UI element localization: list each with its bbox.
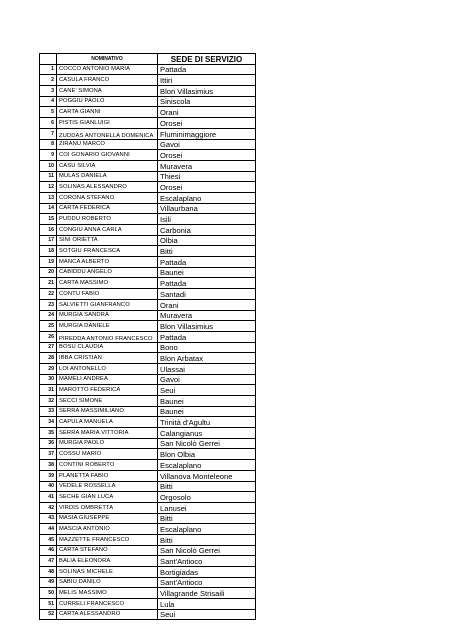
row-name: MANCA ALBERTO <box>57 257 158 268</box>
row-name: CONTU FABIO <box>57 289 158 300</box>
row-number: 41 <box>40 492 57 503</box>
row-name: CAPULA MANUELA <box>57 417 158 428</box>
row-name: COI GONARIO GIOVANNI <box>57 150 158 161</box>
table-row <box>40 588 256 599</box>
table-row <box>40 556 256 567</box>
row-number: 47 <box>40 556 57 567</box>
row-sede: Villanova Monteleone <box>158 470 256 481</box>
row-sede: Seui <box>158 385 256 396</box>
row-name: MURGIA PAOLO <box>57 438 158 449</box>
row-name: MULAS DANIELA <box>57 171 158 182</box>
row-sede: Olbia <box>158 235 256 246</box>
row-number: 1 <box>40 64 57 75</box>
personnel-table <box>39 53 256 620</box>
row-sede: Orosei <box>158 118 256 129</box>
table-row <box>40 609 256 620</box>
row-number: 9 <box>40 150 57 161</box>
table-row <box>40 214 256 225</box>
table-row <box>40 267 256 278</box>
row-number: 34 <box>40 417 57 428</box>
row-name: BOSU CLAUDIA <box>57 342 158 353</box>
table-row <box>40 128 256 139</box>
table-row <box>40 374 256 385</box>
row-sede: Orani <box>158 299 256 310</box>
row-sede: Orgosolo <box>158 492 256 503</box>
row-name: BALIA ELEONORA <box>57 556 158 567</box>
row-number: 5 <box>40 107 57 118</box>
table-row <box>40 599 256 610</box>
table-row <box>40 502 256 513</box>
row-name: ZIRANU MARCO <box>57 139 158 150</box>
row-sede: Lanusei <box>158 502 256 513</box>
table-row <box>40 150 256 161</box>
row-number: 3 <box>40 86 57 97</box>
table-row <box>40 192 256 203</box>
row-number: 32 <box>40 396 57 407</box>
row-sede: Orosei <box>158 150 256 161</box>
row-number: 31 <box>40 385 57 396</box>
table-row <box>40 513 256 524</box>
row-sede: San Nicolò Gerrei <box>158 545 256 556</box>
row-name: SECCI SIMONE <box>57 396 158 407</box>
table-row <box>40 428 256 439</box>
table-row <box>40 545 256 556</box>
row-name: VIRDIS OMBRETTA <box>57 502 158 513</box>
table-row <box>40 139 256 150</box>
row-sede: Isili <box>158 214 256 225</box>
table-row <box>40 353 256 364</box>
row-sede: Escalaplano <box>158 460 256 471</box>
table-row <box>40 481 256 492</box>
table-row <box>40 289 256 300</box>
row-sede: Bitti <box>158 534 256 545</box>
row-sede: Villaurbana <box>158 203 256 214</box>
row-sede: Pattada <box>158 64 256 75</box>
row-number: 6 <box>40 118 57 129</box>
table-row <box>40 160 256 171</box>
row-sede: Pattada <box>158 331 256 342</box>
row-sede: Gavoi <box>158 139 256 150</box>
row-sede: Villagrande Strisaili <box>158 588 256 599</box>
row-number: 46 <box>40 545 57 556</box>
row-name: CASULA FRANCO <box>57 75 158 86</box>
table-row <box>40 460 256 471</box>
table-row <box>40 385 256 396</box>
row-number: 33 <box>40 406 57 417</box>
row-name: CASU SILVIA <box>57 160 158 171</box>
row-number: 42 <box>40 502 57 513</box>
row-number: 35 <box>40 428 57 439</box>
row-name: CABIDDU ANGELO <box>57 267 158 278</box>
table-row <box>40 417 256 428</box>
row-sede: Siniscola <box>158 96 256 107</box>
row-number: 7 <box>40 128 57 139</box>
row-number: 24 <box>40 310 57 321</box>
row-sede: Bitti <box>158 513 256 524</box>
row-name: MELIS MASSIMO <box>57 588 158 599</box>
row-name-text: ZUDDAS ANTONELLA DOMENICA <box>59 132 154 139</box>
table-row <box>40 278 256 289</box>
table-row <box>40 96 256 107</box>
row-sede: Seui <box>158 609 256 620</box>
row-name: CORONA STEFANO <box>57 192 158 203</box>
row-number: 52 <box>40 609 57 620</box>
row-name: CARTA ALESSANDRO <box>57 609 158 620</box>
table-row <box>40 449 256 460</box>
table-row <box>40 342 256 353</box>
row-sede: Ulassai <box>158 363 256 374</box>
table-row <box>40 75 256 86</box>
table-header-row <box>40 54 256 65</box>
row-name: VEDELE ROSSELLA <box>57 481 158 492</box>
table-row <box>40 577 256 588</box>
row-name: PISTIS GIANLUIGI <box>57 118 158 129</box>
row-number: 38 <box>40 460 57 471</box>
row-name: SALVIETTI GIANFRANCO <box>57 299 158 310</box>
row-name: MURGIA SANDRA <box>57 310 158 321</box>
table-row <box>40 203 256 214</box>
table-row <box>40 567 256 578</box>
table-row <box>40 310 256 321</box>
row-number: 4 <box>40 96 57 107</box>
row-name: PLANETTA FABIO <box>57 470 158 481</box>
table-row <box>40 299 256 310</box>
row-sede: Santadi <box>158 289 256 300</box>
row-number: 51 <box>40 599 57 610</box>
table-row <box>40 107 256 118</box>
row-number: 19 <box>40 257 57 268</box>
header-sede: SEDE DI SERVIZIO <box>158 54 256 65</box>
row-name: MAZZETTE FRANCESCO <box>57 534 158 545</box>
row-number: 30 <box>40 374 57 385</box>
row-sede: Carbonia <box>158 225 256 236</box>
row-number: 12 <box>40 182 57 193</box>
row-number: 29 <box>40 363 57 374</box>
row-sede: Muravera <box>158 310 256 321</box>
row-number: 49 <box>40 577 57 588</box>
row-name: SOLINAS MICHELE <box>57 567 158 578</box>
table-row <box>40 331 256 342</box>
row-number: 48 <box>40 567 57 578</box>
row-sede: Escalaplano <box>158 192 256 203</box>
row-name <box>57 331 158 342</box>
row-number: 13 <box>40 192 57 203</box>
row-name: PUDDU ROBERTO <box>57 214 158 225</box>
row-number: 45 <box>40 534 57 545</box>
row-sede: Bortigiadas <box>158 567 256 578</box>
row-number: 21 <box>40 278 57 289</box>
row-number: 43 <box>40 513 57 524</box>
row-number: 25 <box>40 321 57 332</box>
row-name: SABIU DANILO <box>57 577 158 588</box>
row-name: SERRA MASSIMILIANO <box>57 406 158 417</box>
row-number: 8 <box>40 139 57 150</box>
row-sede: Pattada <box>158 257 256 268</box>
row-sede: Orosei <box>158 182 256 193</box>
row-name: SECHE GIAN LUCA <box>57 492 158 503</box>
row-number: 23 <box>40 299 57 310</box>
table-row <box>40 86 256 97</box>
row-name: POGGIU PAOLO <box>57 96 158 107</box>
table-row <box>40 321 256 332</box>
table-row <box>40 64 256 75</box>
row-sede: Escalaplano <box>158 524 256 535</box>
row-sede: Blon Olbia <box>158 449 256 460</box>
row-number: 28 <box>40 353 57 364</box>
row-name: MASIA GIUSEPPE <box>57 513 158 524</box>
row-sede: Sant'Antioco <box>158 556 256 567</box>
row-name: COCCO ANTONIO MARIA <box>57 64 158 75</box>
row-number: 11 <box>40 171 57 182</box>
table-row <box>40 225 256 236</box>
row-name: CARTA FEDERICA <box>57 203 158 214</box>
row-name: CANE' SIMONA <box>57 86 158 97</box>
row-name: MURGIA DANIELE <box>57 321 158 332</box>
table-row <box>40 246 256 257</box>
row-name: MAROTTO FEDERICA <box>57 385 158 396</box>
row-sede: San Nicolò Gerrei <box>158 438 256 449</box>
row-number: 39 <box>40 470 57 481</box>
row-number: 10 <box>40 160 57 171</box>
row-sede: Sant'Antioco <box>158 577 256 588</box>
table-row <box>40 470 256 481</box>
row-sede: Baunei <box>158 396 256 407</box>
row-name: SOLINAS ALESSANDRO <box>57 182 158 193</box>
table-body <box>40 64 256 620</box>
row-sede: Lula <box>158 599 256 610</box>
row-name: SERRA MARIA VITTORIA <box>57 428 158 439</box>
row-number: 40 <box>40 481 57 492</box>
row-name: IBBA CRISTIAN <box>57 353 158 364</box>
row-name: CARTA GIANNI <box>57 107 158 118</box>
row-sede: Blon Villasimius <box>158 86 256 97</box>
row-number: 16 <box>40 225 57 236</box>
row-name: SINI ORIETTA <box>57 235 158 246</box>
row-number: 17 <box>40 235 57 246</box>
row-name: LOI ANTONELLO <box>57 363 158 374</box>
row-name: CURRELI FRANCESCO <box>57 599 158 610</box>
row-sede: Blon Arbatax <box>158 353 256 364</box>
table-row <box>40 406 256 417</box>
table-row <box>40 534 256 545</box>
row-sede: Blon Villasimius <box>158 321 256 332</box>
row-name: CARTA MASSIMO <box>57 278 158 289</box>
row-name: COSSU MARIO <box>57 449 158 460</box>
row-number: 50 <box>40 588 57 599</box>
row-name: CARTA STEFANO <box>57 545 158 556</box>
row-sede: Baunei <box>158 267 256 278</box>
table-row <box>40 182 256 193</box>
row-number: 44 <box>40 524 57 535</box>
row-number: 2 <box>40 75 57 86</box>
header-number <box>40 54 57 65</box>
header-nominativo: NOMINATIVO <box>57 54 158 65</box>
row-sede: Gavoi <box>158 374 256 385</box>
row-sede: Baunei <box>158 406 256 417</box>
row-sede: Calangianus <box>158 428 256 439</box>
row-name <box>57 128 158 139</box>
row-name-text: PIREDDA ANTONIO FRANCESCO <box>59 335 153 342</box>
row-sede: Pattada <box>158 278 256 289</box>
row-name: MAMELI ANDREA <box>57 374 158 385</box>
table-row <box>40 257 256 268</box>
table-row <box>40 171 256 182</box>
row-name: CONGIU ANNA CARLA <box>57 225 158 236</box>
table-row <box>40 492 256 503</box>
table-row <box>40 235 256 246</box>
row-name: MASCIA ANTONIO <box>57 524 158 535</box>
row-number: 22 <box>40 289 57 300</box>
row-number: 36 <box>40 438 57 449</box>
row-sede: Orani <box>158 107 256 118</box>
row-number: 37 <box>40 449 57 460</box>
row-sede: Trinità d'Agultu <box>158 417 256 428</box>
table-row <box>40 363 256 374</box>
row-sede: Bono <box>158 342 256 353</box>
row-number: 20 <box>40 267 57 278</box>
table-row <box>40 438 256 449</box>
row-number: 14 <box>40 203 57 214</box>
row-number: 26 <box>40 331 57 342</box>
row-sede: Muravera <box>158 160 256 171</box>
table-row <box>40 524 256 535</box>
row-name: CONTINI ROBERTO <box>57 460 158 471</box>
row-sede: Thiesi <box>158 171 256 182</box>
row-sede: Ittiri <box>158 75 256 86</box>
row-sede: Fluminimaggiore <box>158 128 256 139</box>
row-sede: Bitti <box>158 481 256 492</box>
table-row <box>40 118 256 129</box>
row-number: 18 <box>40 246 57 257</box>
table-row <box>40 396 256 407</box>
row-number: 27 <box>40 342 57 353</box>
row-name: SOTGIU FRANCESCA <box>57 246 158 257</box>
row-number: 15 <box>40 214 57 225</box>
row-sede: Bitti <box>158 246 256 257</box>
